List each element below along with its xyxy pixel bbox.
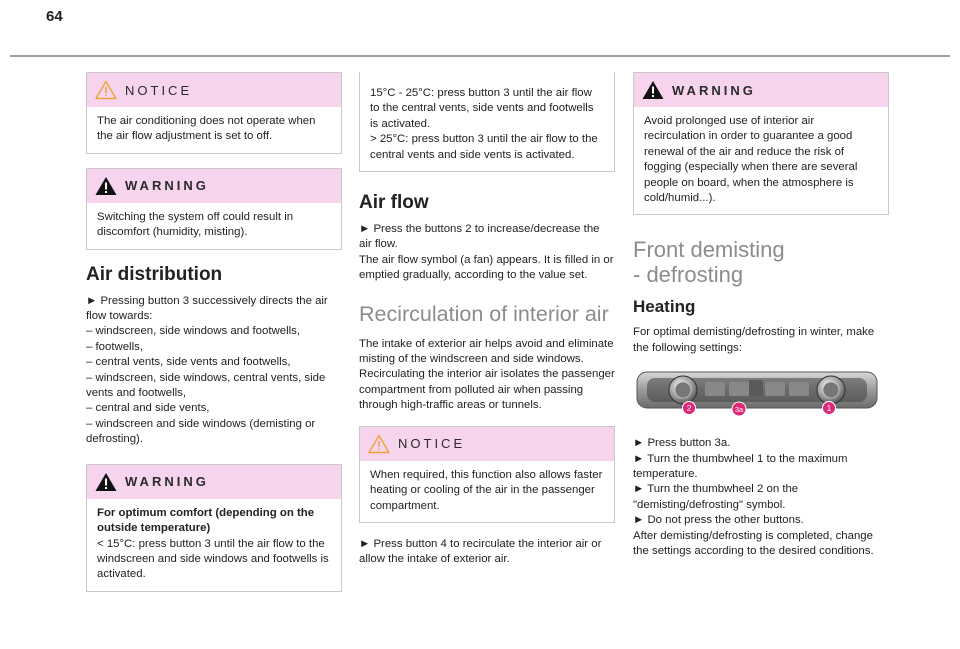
air-flow-line-2: The air flow symbol (a fan) appears. It is filled in or emptied gradually, according to the value set. [359,253,614,282]
air-flow-line-1: ► Press the buttons 2 to increase/decrease the air flow. [359,223,600,251]
recirculation-line-2: Recirculating the interior air isolates the passenger compartment from polluted air when passing through high-traffic areas or tunnels. [359,368,615,412]
continued-line-1: 15°C - 25°C: press button 3 until the air flow to the central vents, side vents and footwells is activated. [370,87,594,130]
front-demisting-heading-line-1: Front demisting [633,237,785,263]
callout-2: 2 [686,403,692,414]
column-2 [359,72,615,578]
warning-text-2: < 15°C: press button 3 until the air flow to the windscreen and side windows and footwells is activated. [97,537,329,581]
column-3 [633,72,889,570]
notice-title-2: NOTICE [398,436,466,452]
heating-outro: After demisting/defrosting is completed, change the settings according to the desired conditions. [633,529,874,558]
notice-box [86,72,342,154]
list-item: – central vents, side vents and footwells, [86,356,291,369]
warning-title-2: WARNING [125,474,209,490]
list-item: – windscreen, side windows, central vents, side vents and footwells, [86,371,326,400]
warning-bold-text: For optimum comfort (depending on the outside temperature) [97,506,315,535]
air-distribution-intro: ► Pressing button 3 successively directs the air flow towards: [86,294,328,323]
heating-steps [633,436,889,559]
warning-header-3 [634,73,888,107]
front-demisting-heading [633,237,889,287]
warning-text: Switching the system off could result in discomfort (humidity, misting). [97,210,294,239]
heating-heading: Heating [633,297,696,317]
notice-title: NOTICE [125,82,193,98]
header-rule [10,55,950,57]
column-1 [86,72,342,606]
heating-intro: For optimal demisting/defrosting in winter, make the following settings: [633,326,875,354]
recirculation-text [359,337,615,414]
control-panel-figure [633,368,889,420]
continued-line-2: > 25°C: press button 3 until the air flow to the central vents and side vents is activated. [370,133,598,161]
list-item: – windscreen and side windows (demisting or defrosting). [86,417,316,446]
warning-triangle-icon [642,80,664,100]
air-distribution-heading: Air distribution [86,263,223,285]
front-demisting-heading-line-2: - defrosting [633,262,744,288]
warning-box-2 [86,464,342,592]
notice-header-2 [360,427,614,461]
warning-header-2 [87,465,341,499]
continued-warning-box [359,72,615,172]
page-number: 64 [46,8,63,25]
list-item: – central and side vents, [86,402,210,415]
air-flow-text [359,222,615,284]
notice-triangle-icon [95,80,117,100]
notice-triangle-icon [368,434,390,454]
notice-text: The air conditioning does not operate when the air flow adjustment is set to off. [97,115,316,143]
list-item: – footwells, [86,340,143,353]
warning-text-3: Avoid prolonged use of interior air recirculation in order to guarantee a good renewal of the air and reduce the risk of fogging (especially when there are several people on board, when the atmosphere is cold/humid...). [644,115,858,205]
warning-triangle-icon [95,176,117,196]
warning-triangle-icon [95,472,117,492]
warning-title: WARNING [125,178,209,194]
notice-header [87,73,341,107]
warning-title-3: WARNING [672,82,756,98]
callout-1: 1 [826,403,832,414]
warning-header [87,169,341,203]
notice-box-2 [359,426,615,523]
recirculation-line-1: The intake of exterior air helps avoid and eliminate misting of the windscreen and side windows. [359,337,614,366]
control-panel-illustration [633,368,881,420]
list-item: ► Turn the thumbwheel 1 to the maximum temperature. [633,452,848,481]
warning-box [86,168,342,250]
recirculate-instruction: ► Press button 4 to recirculate the interior air or allow the intake of exterior air. [359,537,602,566]
warning-box-3 [633,72,889,215]
recirculation-heading: Recirculation of interior air [359,301,609,326]
list-item: ► Press button 3a. [633,437,731,450]
air-flow-heading: Air flow [359,192,429,214]
callout-3a: 3a [734,405,744,415]
list-item: ► Turn the thumbwheel 2 on the "demisting/defrosting" symbol. [633,483,799,511]
air-distribution-text [86,294,342,448]
list-item: ► Do not press the other buttons. [633,514,804,527]
notice-text-2: When required, this function also allows faster heating or cooling of the air in the passenger compartment. [370,468,603,512]
list-item: – windscreen, side windows and footwells, [86,325,301,338]
